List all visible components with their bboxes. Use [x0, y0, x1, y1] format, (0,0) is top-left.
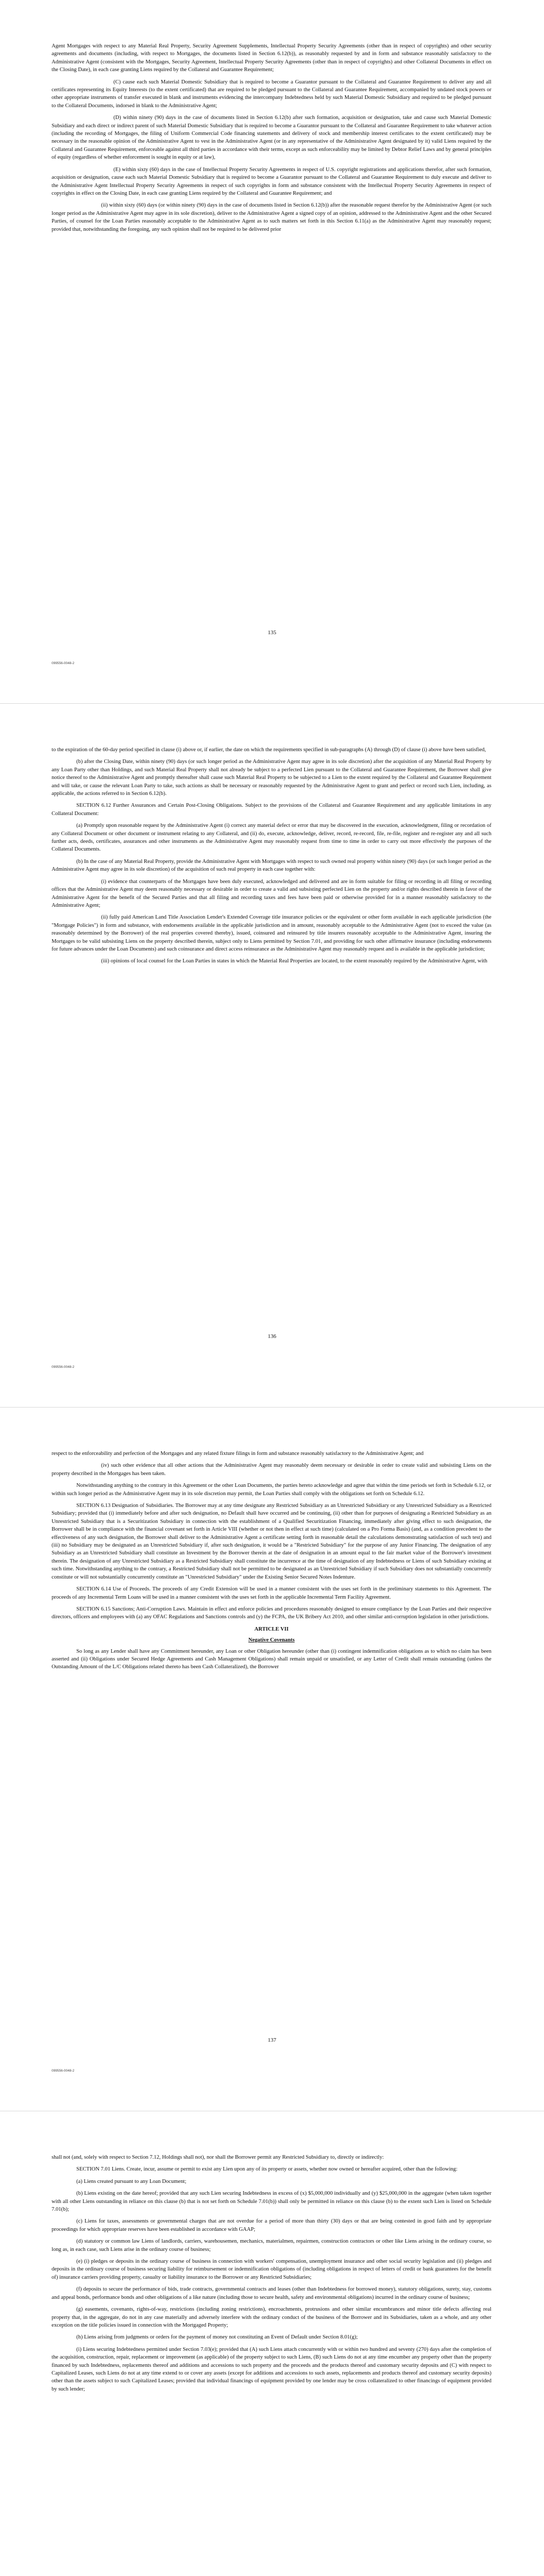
- page-content: [52, 746, 491, 970]
- list-item: (b) Liens existing on the date hereof; provided that any such Lien securing Indebtedness in excess of (x) $5,000,000 individually and (y) $25,000,000 in the aggregate (when taken together with all other Liens outstanding in reliance on this clause (b) that is not set forth on Schedule 7.01(b)) shall only be permitted in reliance on this clause (b) to the extent such Lien is listed on Schedule 7.01(b);: [52, 2191, 491, 2213]
- list-item: (e) (i) pledges or deposits in the ordinary course of business in connection with workers' compensation, unemployment insurance and other social security legislation and (ii) pledges and deposits in the ordinary course of business securing liability for reimbursement or indemnification obligations of (including obligations in respect of letters of credit or bank guarantees for the benefit of) insurance carriers providing property, casualty or liability insurance to the Borrower or any Restricted Subsidiaries;: [52, 2259, 491, 2280]
- document-page-135: [0, 0, 544, 703]
- paragraph: to the expiration of the 60-day period specified in clause (i) above or, if earlier, the date on which the requirements specified in sub-paragraphs (A) through (D) of clause (i) above have been satisfied,: [52, 747, 486, 753]
- paragraph: (b) after the Closing Date, within ninety (90) days (or such longer period as the Administrative Agent may agree in its sole discretion) after the acquisition of any Material Real Property by any Loan Party other than Holdings, and such Material Real Property shall not already be subject to a perfected Lien pursuant to the Collateral and Guarantee Requirement, the Borrower shall give notice thereof to the Administrative Agent and promptly thereafter shall cause such Material Real Property to be subjected to a Lien to the extent required by the Collateral and Guarantee Requirement and will take, or cause the relevant Loan Party to take, such actions as shall be necessary or reasonably requested by the Administrative Agent to grant and perfect or record such Lien, including, as applicable, the actions referred to in Section 6.12(b).: [52, 759, 491, 797]
- document-id: 099556-0048-2: [52, 2069, 75, 2073]
- document-page-137: [0, 1408, 544, 2111]
- paragraph: respect to the enforceability and perfection of the Mortgages and any related fixture filings in form and substance reasonably satisfactory to the Administrative Agent; and: [52, 1451, 424, 1456]
- list-item: (c) Liens for taxes, assessments or governmental charges that are not overdue for a period of more than thirty (30) days or that are being contested in good faith and by appropriate proceedings for which appropriate reserves have been established in accordance with GAAP;: [52, 2218, 491, 2232]
- page-content: [52, 1450, 491, 1675]
- page-number: 137: [268, 2037, 276, 2043]
- section-heading-paragraph: SECTION 6.12 Further Assurances and Certain Post-Closing Obligations. Subject to the provisions of the Collateral and Guarantee Requirement and any applicable limitations in any Collateral Document:: [52, 803, 491, 817]
- list-item: (d) statutory or common law Liens of landlords, carriers, warehousemen, mechanics, materialmen, repairmen, construction contractors or other like Liens arising in the ordinary course, so long as, in each case, such Liens arise in the ordinary course of business;: [52, 2239, 491, 2252]
- paragraph: Notwithstanding anything to the contrary in this Agreement or the other Loan Documents, the parties hereto acknowledge and agree that within the time periods set forth in Schedule 6.12, or within such longer period as the Administrative Agent may in its sole discretion may permit, the Loan Parties shall comply with the obligations set forth on Schedule 6.12.: [52, 1483, 491, 1497]
- list-item: (f) deposits to secure the performance of bids, trade contracts, governmental contracts and leases (other than Indebtedness for borrowed money), statutory obligations, surety, stay, customs and appeal bonds, performance bonds and other obligations of a like nature (including those to secure health, safety and environmental obligations) incurred in the ordinary course of business;: [52, 2286, 491, 2300]
- paragraph: So long as any Lender shall have any Commitment hereunder, any Loan or other Obligation hereunder (other than (i) contingent indemnification obligations as to which no claim has been asserted and (ii) Obligations under Secured Hedge Agreements and Cash Management Obligations) shall remain unpaid or unsatisfied, or any Letter of Credit shall remain outstanding (unless the Outstanding Amount of the L/C Obligations related thereto has been Cash Collateralized), the Borrower: [52, 1648, 491, 1670]
- list-item: (h) Liens arising from judgments or orders for the payment of money not constituting an Event of Default under Section 8.01(g);: [76, 2334, 358, 2341]
- document-page-138: [0, 2111, 544, 2576]
- paragraph: (iii) opinions of local counsel for the Loan Parties in states in which the Material Real Properties are located, to the extent reasonably required by the Administrative Agent, with: [101, 958, 488, 964]
- article-subheading: Negative Covenants: [248, 1637, 295, 1643]
- list-item: (i) Liens securing Indebtedness permitted under Section 7.03(e); provided that (A) such Liens attach concurrently with or within two hundred and seventy (270) days after the completion of the acquisition, construction, repair, replacement or improvement (as applicable) of the property subject to such Liens, (B) such Liens do not at any time encumber any property other than the property financed by such Indebtedness, replacements thereof and additions and accessions to such property and the proceeds and the products thereof and customary security deposits and (C) with respect to Capitalized Leases, such Liens do not at any time extend to or cover any assets (except for additions and accessions to such assets, replacements and products thereof and customary security deposits) other than the assets subject to such Capitalized Leases; provided that individual financings of equipment provided by one lender may be cross collateralized to other financings of equipment provided by such lender;: [52, 2346, 491, 2392]
- paragraph: (C) cause each such Material Domestic Subsidiary that is required to become a Guarantor pursuant to the Collateral and Guarantee Requirement to deliver any and all certificates representing its Equity Interests (to the extent certificated) that are required to be pledged pursuant to the Collateral and Guarantee Requirement, accompanied by undated stock powers or other appropriate instruments of transfer executed in blank and instruments evidencing the intercompany Indebtedness held by such Material Domestic Subsidiary and required to be pledged pursuant to the Collateral Documents, indorsed in blank to the Administrative Agent;: [52, 79, 491, 109]
- paragraph: (a) Promptly upon reasonable request by the Administrative Agent (i) correct any material defect or error that may be discovered in the execution, acknowledgment, filing or recordation of any Collateral Document or other document or instrument relating to any Collateral, and (ii) do, execute, acknowledge, deliver, record, re-record, file, re-file, register and re-register any and all such further acts, deeds, certificates, assurances and other instruments as the Administrative Agent may reasonably request from time to time in order to carry out more effectively the purposes of the Collateral Documents.: [52, 823, 491, 853]
- article-heading: ARTICLE VII: [254, 1626, 289, 1632]
- paragraph: (ii) within sixty (60) days (or within ninety (90) days in the case of documents listed in Section 6.12(b)) after the reasonable request therefor by the Administrative Agent (or such longer period as the Administrative Agent may agree in its sole discretion), deliver to the Administrative Agent a signed copy of an opinion, addressed to the Administrative Agent and the other Secured Parties, of counsel for the Loan Parties reasonably acceptable to the Administrative Agent as to such matters set forth in this Section 6.11(a) as the Administrative Agent may reasonably request; provided that, notwithstanding the foregoing, any such opinion shall not be required to be delivered prior: [52, 202, 491, 232]
- list-item: (g) easements, covenants, rights-of-way, restrictions (including zoning restrictions), encroachments, protrusions and other similar encumbrances and minor title defects affecting real property that, in the aggregate, do not in any case materially and adversely interfere with the ordinary conduct of the business of the Borrower and its Subsidiaries, taken as a whole, and any other exception on the title policies issued in connection with the Mortgaged Property;: [52, 2307, 491, 2328]
- paragraph: (D) within ninety (90) days in the case of documents listed in Section 6.12(b) after such formation, acquisition or designation, take and cause such Material Domestic Subsidiary and each direct or indirect parent of such Material Domestic Subsidiary that is required to become a Guarantor pursuant to the Collateral and Guarantee Requirement to take whatever action (including the recording of Mortgages, the filing of Uniform Commercial Code financing statements and delivery of stock and membership interest certificates to the extent certificated) may be necessary in the reasonable opinion of the Administrative Agent to vest in the Administrative Agent (or in any representative of the Administrative Agent designated by it) valid Liens required by the Collateral and Guarantee Requirement, enforceable against all third parties in accordance with their terms, except as such enforceability may be limited by Debtor Relief Laws and by general principles of equity (regardless of whether enforcement is sought in equity or at law),: [52, 115, 491, 161]
- section-heading-paragraph: SECTION 6.14 Use of Proceeds. The proceeds of any Credit Extension will be used in a manner consistent with the uses set forth in the preliminary statements to this Agreement. The proceeds of any Incremental Term Loans will be used in a manner consistent with the uses set forth in the applicable Incremental Term Facility Agreement.: [52, 1586, 491, 1600]
- page-number: 136: [268, 1333, 276, 1340]
- paragraph: (iv) such other evidence that all other actions that the Administrative Agent may reasonably deem necessary or desirable in order to create valid and subsisting Liens on the property described in the Mortgages has been taken.: [52, 1463, 491, 1477]
- paragraph: (i) evidence that counterparts of the Mortgages have been duly executed, acknowledged and delivered and are in form suitable for filing or recording in all filing or recording offices that the Administrative Agent may deem reasonably necessary or desirable in order to create a valid and subsisting perfected Lien on the property and/or rights described therein in favor of the Administrative Agent for the benefit of the Secured Parties and that all filing and recording taxes and fees have been paid or otherwise provided for in a manner reasonably satisfactory to the Administrative Agent;: [52, 878, 491, 908]
- paragraph: shall not (and, solely with respect to Section 7.12, Holdings shall not), nor shall the Borrower permit any Restricted Subsidiary to, directly or indirectly:: [52, 2155, 384, 2160]
- list-item: (a) Liens created pursuant to any Loan Document;: [76, 2178, 187, 2184]
- document-page-136: [0, 704, 544, 1407]
- document-id: 099556-0048-2: [52, 1365, 75, 1369]
- page-content: [52, 42, 491, 238]
- paragraph: (E) within sixty (60) days in the case of Intellectual Property Security Agreements in respect of U.S. copyright registrations and applications therefor, after such formation, acquisition or designation, cause each such Material Domestic Subsidiary that is required to become a Guarantor pursuant to the Collateral and Guarantee Requirement to duly execute and deliver to the Administrative Agent Intellectual Property Security Agreements in respect of such copyrights in form and substance consistent with the Intellectual Property Security Agreements in respect of copyrights in effect on the Closing Date, in each case granting Liens required by the Collateral and Guarantee Requirement; and: [52, 166, 491, 196]
- document-id: 099556-0048-2: [52, 662, 75, 665]
- paragraph: (ii) fully paid American Land Title Association Lender's Extended Coverage title insurance policies or the equivalent or other form available in each applicable jurisdiction (the "Mortgage Policies") in form and substance, with endorsements available in the applicable jurisdiction and in amount, reasonably acceptable to the Administrative Agent (not to exceed the value (as reasonably determined by the Borrower) of the real properties covered thereby), issued, coinsured and reinsured by title insurers reasonably acceptable to the Administrative Agent, insuring the Mortgages to be valid subsisting Liens on the property described therein, subject only to Liens permitted by Section 7.01, and providing for such other affirmative insurance (including endorsements for future advances under the Loan Documents) and such coinsurance and direct access reinsurance as the Administrative Agent may reasonably request and is available in the applicable jurisdiction;: [52, 914, 491, 952]
- page-number: 135: [268, 630, 276, 636]
- paragraph: (b) In the case of any Material Real Property, provide the Administrative Agent with Mortgages with respect to such owned real property within ninety (90) days (or such longer period as the Administrative Agent may agree in its sole discretion) of the acquisition of such real property in each case together with:: [52, 858, 491, 873]
- page-content: [52, 2154, 491, 2397]
- section-heading-paragraph: SECTION 6.13 Designation of Subsidiaries. The Borrower may at any time designate any Restricted Subsidiary as an Unrestricted Subsidiary or any Unrestricted Subsidiary as a Restricted Subsidiary; provided that (i) immediately before and after such designation, no Default shall have occurred and be continuing, (ii) other than for purposes of designating a Restricted Subsidiary as an Unrestricted Subsidiary that is a Securitization Subsidiary in connection with the establishment of a Qualified Securitization Financing, immediately after giving effect to such designation, the Borrower shall be in compliance with the financial covenant set forth in Article VIII (whether or not then in effect at such time) (calculated on a Pro Forma Basis) (and, as a condition precedent to the effectiveness of any such designation, the Borrower shall deliver to the Administrative Agent a certificate setting forth in reasonable detail the calculations demonstrating satisfaction of such test) and (iii) no Subsidiary may be designated as an Unrestricted Subsidiary if, after such designation, it would be a "Restricted Subsidiary" for the purpose of any Junior Financing. The designation of any Subsidiary as an Unrestricted Subsidiary shall constitute an Investment by the Borrower therein at the date of designation in an amount equal to the fair market value of the Borrower's investment therein. The designation of any Unrestricted Subsidiary as a Restricted Subsidiary shall constitute the incurrence at the time of designation of any Indebtedness or Liens of such Subsidiary existing at such time. Notwithstanding anything to the contrary, a Restricted Subsidiary shall not be permitted to be designated as an Unrestricted Subsidiary if such Subsidiary does not substantially concurrently constitute or will not substantially concurrently constitute an "Unrestricted Subsidiary" under the Existing Senior Secured Notes Indenture.: [52, 1503, 491, 1580]
- paragraph: Agent Mortgages with respect to any Material Real Property, Security Agreement Supplements, Intellectual Property Security Agreements (other than in respect of copyrights) and other security agreements and documents (including, with respect to Mortgages, the documents listed in Section 6.12(b)), as reasonably requested by and in form and substance reasonably satisfactory to the Administrative Agent (consistent with the Mortgages, Security Agreement, Intellectual Property Security Agreements (other than in respect of copyrights) and other Collateral Documents in effect on the Closing Date), in each case granting Liens required by the Collateral and Guarantee Requirement;: [52, 43, 491, 73]
- section-heading-paragraph: SECTION 6.15 Sanctions; Anti-Corruption Laws. Maintain in effect and enforce policies and procedures reasonably designed to ensure compliance by the Loan Parties and their respective directors, officers and employees with (a) any OFAC Regulations and Sanctions controls and (y) the FCPA, the UK Bribery Act 2010, and other similar anti-corruption legislation in other jurisdictions.: [52, 1606, 491, 1620]
- section-heading-paragraph: SECTION 7.01 Liens. Create, incur, assume or permit to exist any Lien upon any of its property or assets, whether now owned or hereafter acquired, other than the following:: [76, 2166, 458, 2173]
